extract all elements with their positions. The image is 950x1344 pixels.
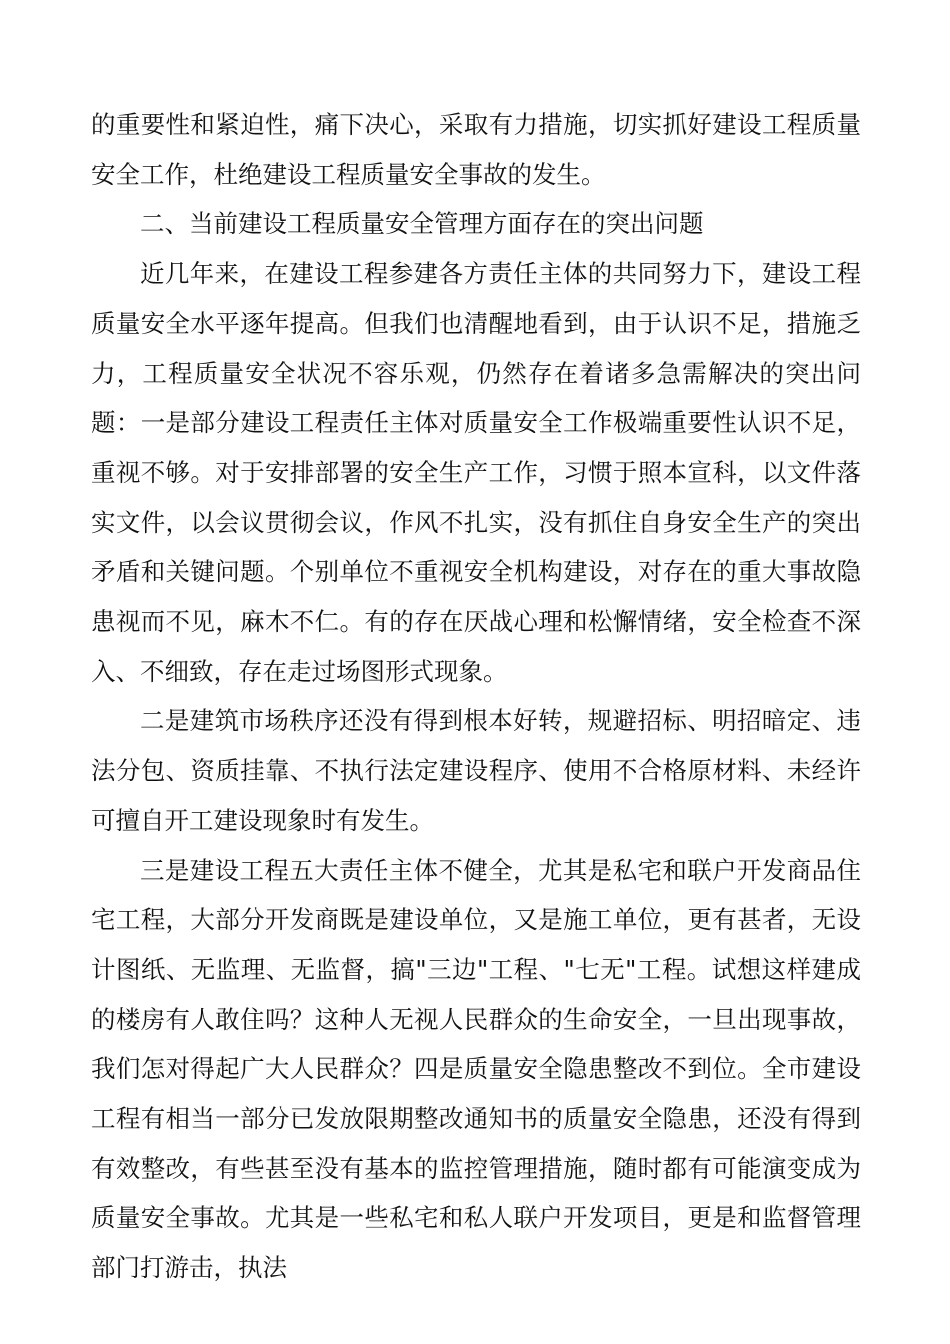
paragraph-responsibility: 三是建设工程五大责任主体不健全，尤其是私宅和联户开发商品住宅工程，大部分开发商既是建设单位，又是施工单位，更有甚者，无设计图纸、无监理、无监督，搞"三边"工程、"七无"工程。试想这样建成的楼房有人敢住吗？这种人无视人民群众的生命安全，一旦出现事故，我们怎对得起广大人民群众？四是质量安全隐患整改不到位。全市建设工程有相当一部分已发放限期整改通知书的质量安全隐患，还没有得到有效整改，有些甚至没有基本的监控管理措施，随时都有可能演变成为质量安全事故。尤其是一些私宅和私人联户开发项目，更是和监督管理部门打游击，执法 xyxy=(91,855,861,1283)
section-heading: 二、当前建设工程质量安全管理方面存在的突出问题 xyxy=(140,209,704,239)
paragraph-market-order: 二是建筑市场秩序还没有得到根本好转，规避招标、明招暗定、违法分包、资质挂靠、不执行法定建设程序、使用不合格原材料、未经许可擅自开工建设现象时有发生。 xyxy=(91,706,861,835)
document-page xyxy=(91,100,861,1293)
paragraph-problems-intro: 近几年来，在建设工程参建各方责任主体的共同努力下，建设工程质量安全水平逐年提高。但我们也清醒地看到，由于认识不足，措施乏力，工程质量安全状况不容乐观，仍然存在着诸多急需解决的突出问题：一是部分建设工程责任主体对质量安全工作极端重要性认识不足，重视不够。对于安排部署的安全生产工作，习惯于照本宣科，以文件落实文件，以会议贯彻会议，作风不扎实，没有抓住自身安全生产的突出矛盾和关键问题。个别单位不重视安全机构建设，对存在的重大事故隐患视而不见，麻木不仁。有的存在厌战心理和松懈情绪，安全检查不深入、不细致，存在走过场图形式现象。 xyxy=(91,259,861,686)
paragraph-continuation: 的重要性和紧迫性，痛下决心，采取有力措施，切实抓好建设工程质量安全工作，杜绝建设工程质量安全事故的发生。 xyxy=(91,110,861,189)
